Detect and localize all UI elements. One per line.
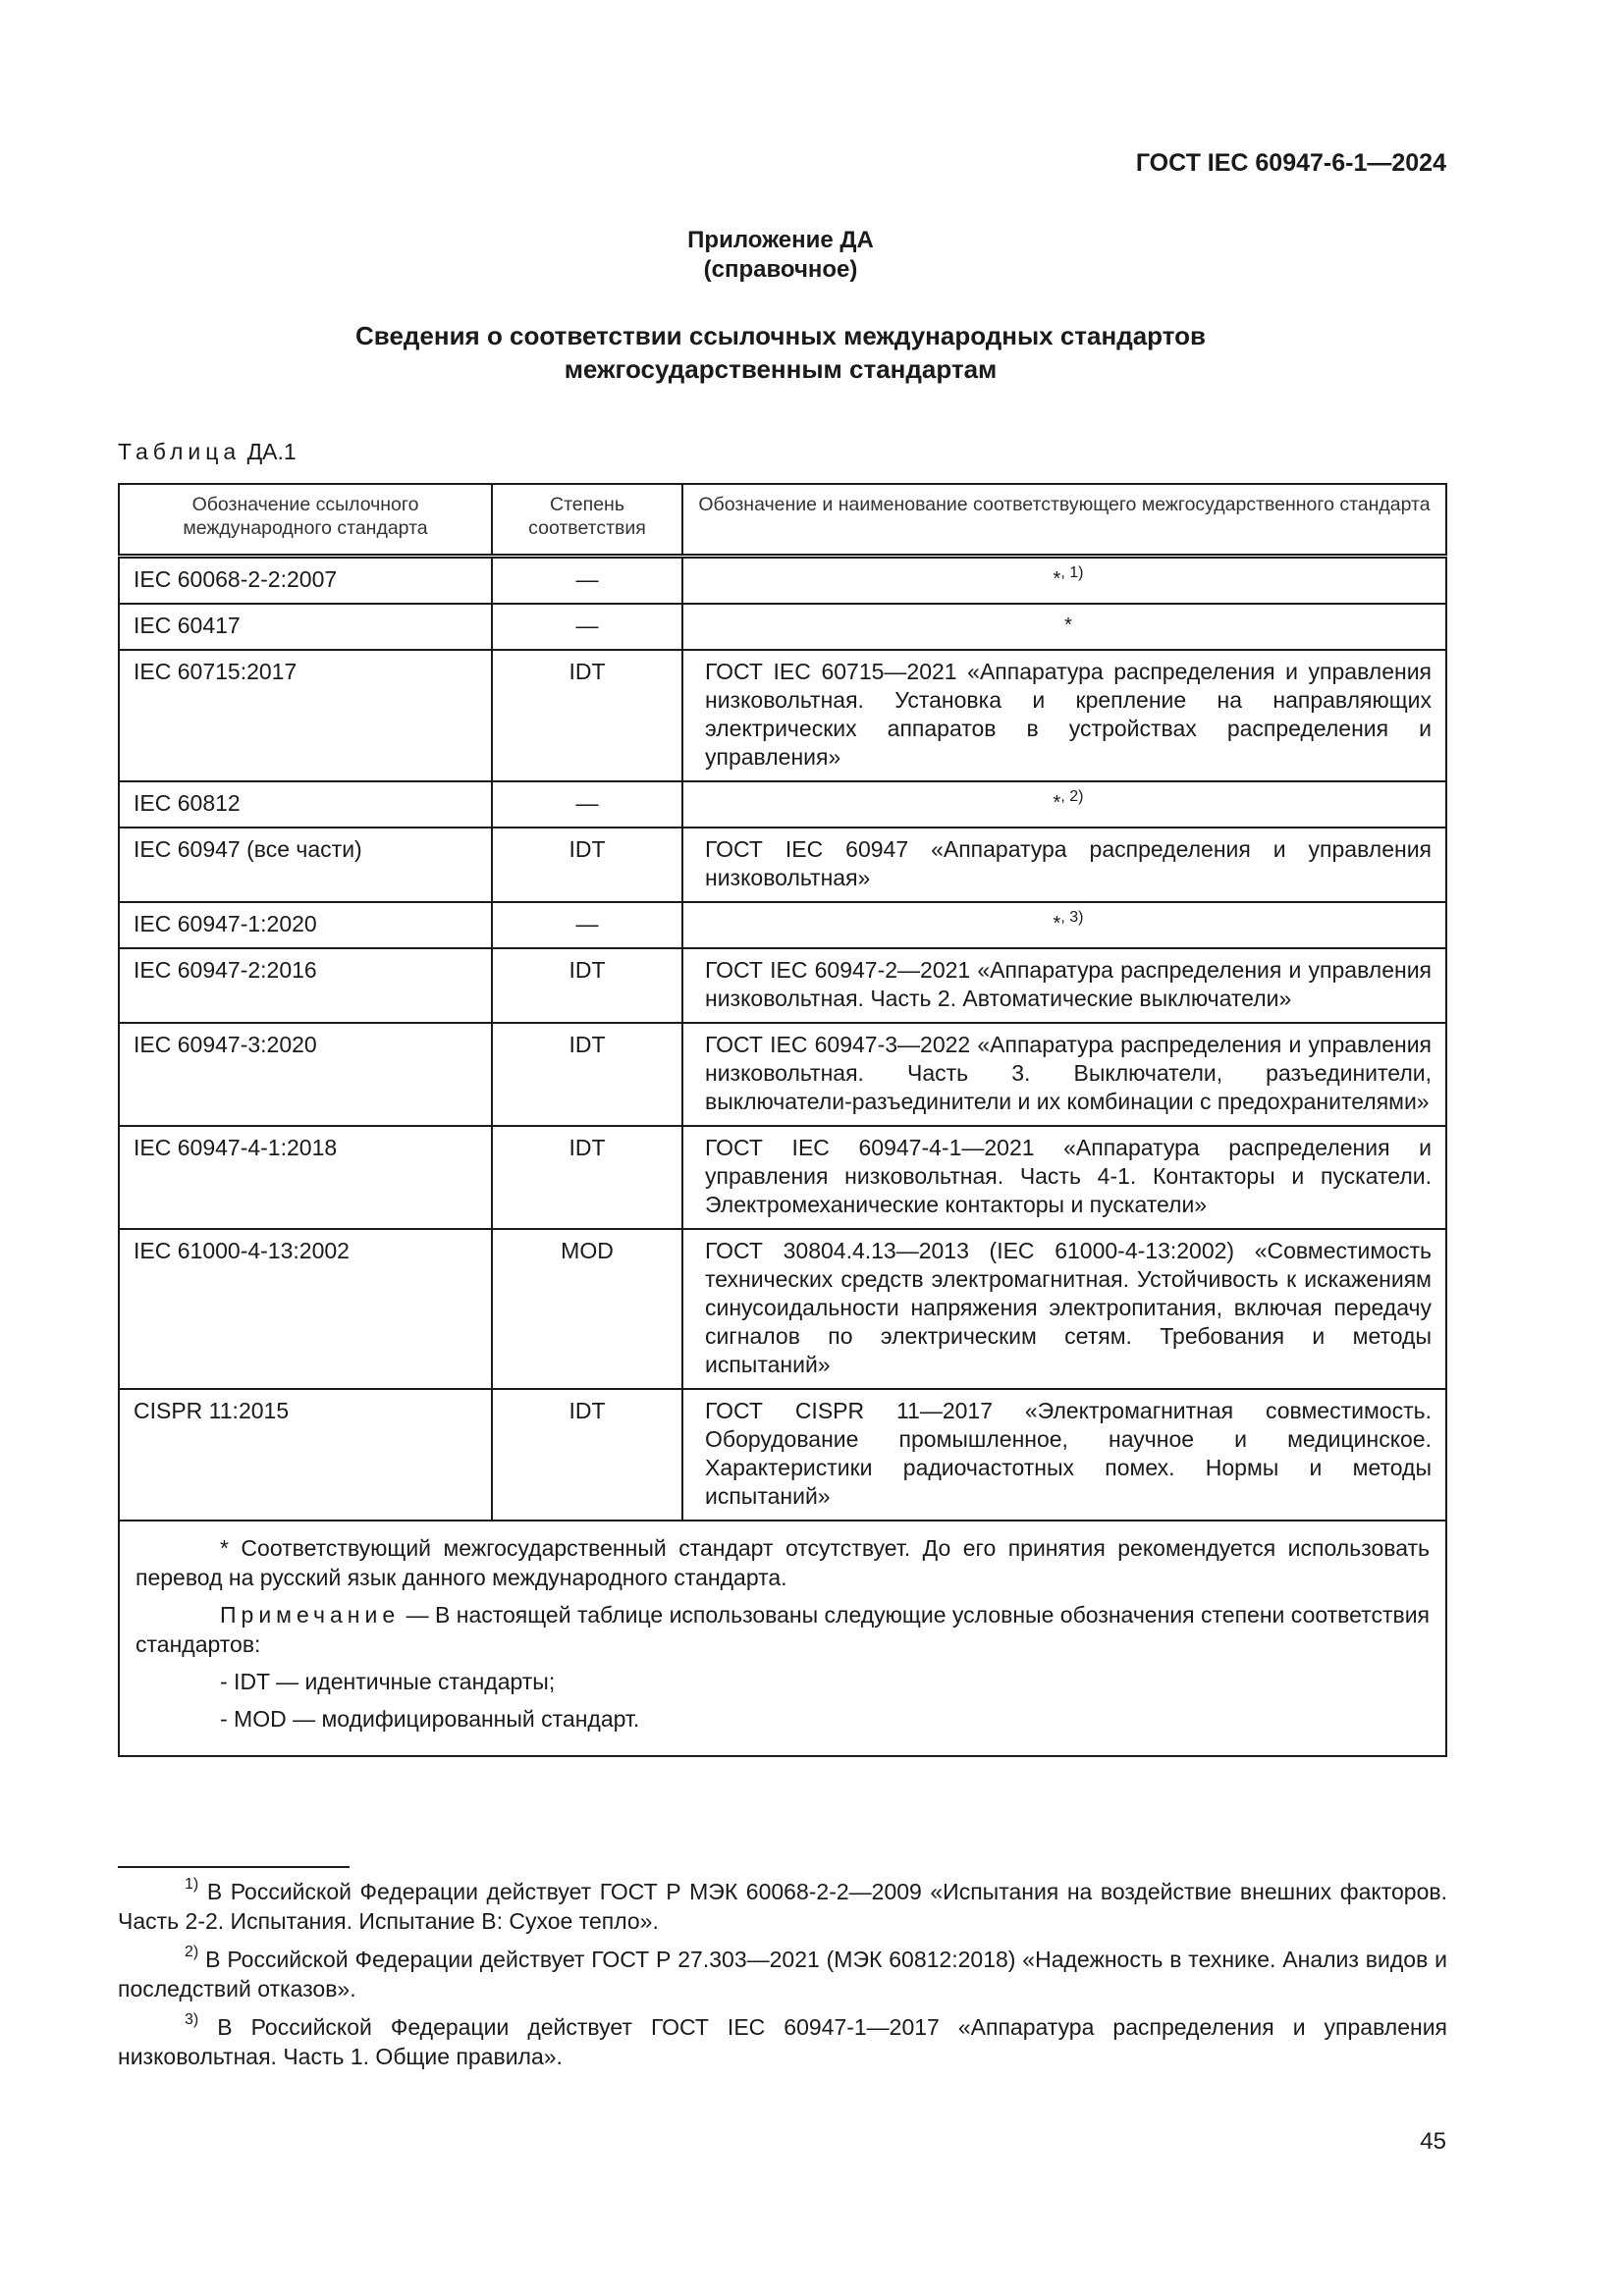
section-title	[0, 319, 1561, 386]
star-mark: *	[1053, 568, 1061, 590]
section-title-line-1: Сведения о соответствии ссылочных международных стандартов	[355, 321, 1206, 350]
cell-degree: IDT	[492, 1389, 682, 1521]
cell-name	[682, 781, 1446, 828]
table-notes-row	[119, 1521, 1446, 1756]
table-row	[119, 781, 1446, 828]
footnote-ref: , 1)	[1060, 564, 1084, 581]
cell-ref: IEC 60417	[119, 604, 492, 650]
cell-ref: IEC 60812	[119, 781, 492, 828]
cell-degree: IDT	[492, 948, 682, 1023]
cell-ref: IEC 61000-4-13:2002	[119, 1229, 492, 1389]
star-mark: *	[1053, 792, 1061, 814]
table-row	[119, 1389, 1446, 1521]
cell-ref: IEC 60947-2:2016	[119, 948, 492, 1023]
footnotes	[118, 1877, 1447, 2080]
footnote-text: В Российской Федерации действует ГОСТ IEC 60947-1—2017 «Аппаратура распределения и управления низковольтная. Часть 1. Общие правила».	[118, 2014, 1447, 2069]
annex-heading	[0, 226, 1561, 285]
table-row	[119, 948, 1446, 1023]
cell-degree: —	[492, 902, 682, 948]
table-caption-number: ДА.1	[246, 439, 297, 464]
document-code: ГОСТ IEC 60947-6-1—2024	[1135, 149, 1446, 177]
note-text: — В настоящей таблице использованы следующие условные обозначения степени соответствия стандартов:	[135, 1602, 1430, 1657]
cell-name: ГОСТ IEC 60947-4-1—2021 «Аппаратура распределения и управления низковольтная. Часть 4-1. Контакторы и пускатели. Электромеханические контакторы и пускатели»	[682, 1126, 1446, 1229]
table-row	[119, 1023, 1446, 1126]
footnote-text: В Российской Федерации действует ГОСТ Р МЭК 60068-2-2—2009 «Испытания на воздействие внешних факторов. Часть 2-2. Испытания. Испытание B: Сухое тепло».	[118, 1879, 1448, 1934]
footnote-mark: 1)	[185, 1876, 199, 1893]
footnote-ref: , 3)	[1060, 909, 1084, 926]
cell-ref: CISPR 11:2015	[119, 1389, 492, 1521]
footnote-2	[118, 1945, 1447, 2003]
footnote-mark: 3)	[185, 2011, 199, 2028]
header-ref-standard: Обозначение ссылочного международного стандарта	[119, 484, 492, 557]
table-row	[119, 557, 1446, 605]
star-footnote: * Соответствующий межгосударственный стандарт отсутствует. До его принятия рекомендуется использовать перевод на русский язык данного международного стандарта.	[135, 1535, 1430, 1590]
table-caption	[118, 439, 297, 465]
cell-ref: IEC 60068-2-2:2007	[119, 557, 492, 605]
table-row	[119, 1229, 1446, 1389]
table-row	[119, 1126, 1446, 1229]
cell-name: ГОСТ 30804.4.13—2013 (IEC 61000-4-13:2002) «Совместимость технических средств электромагнитная. Устойчивость к искажениям синусоидальности напряжения электропитания, включая передачу сигналов по электрическим сетям. Требования и методы испытаний»	[682, 1229, 1446, 1389]
cell-name	[682, 557, 1446, 605]
legend-item-idt: - IDT — идентичные стандарты;	[220, 1669, 556, 1694]
footnote-ref: , 2)	[1060, 788, 1084, 805]
table-notes	[119, 1521, 1446, 1756]
legend-item-mod: - MOD — модифицированный стандарт.	[220, 1706, 640, 1732]
cell-degree: IDT	[492, 650, 682, 781]
cell-degree: —	[492, 781, 682, 828]
footnote-3	[118, 2012, 1447, 2071]
cell-ref: IEC 60947-1:2020	[119, 902, 492, 948]
annex-subtitle: (справочное)	[703, 256, 858, 283]
cell-degree: IDT	[492, 828, 682, 902]
cell-ref: IEC 60947 (все части)	[119, 828, 492, 902]
table-row	[119, 604, 1446, 650]
annex-title: Приложение ДА	[687, 227, 874, 253]
standards-table	[118, 483, 1447, 1757]
cell-degree: —	[492, 604, 682, 650]
table-row	[119, 650, 1446, 781]
cell-name: ГОСТ IEC 60715—2021 «Аппаратура распределения и управления низковольтная. Установка и крепление на направляющих электрических аппаратов в устройствах распределения и управления»	[682, 650, 1446, 781]
cell-name	[682, 604, 1446, 650]
footnote-mark: 2)	[185, 1944, 199, 1960]
section-title-line-2: межгосударственным стандартам	[564, 354, 998, 384]
table-caption-word: Таблица	[118, 439, 242, 464]
cell-degree: IDT	[492, 1126, 682, 1229]
table-header-row	[119, 484, 1446, 557]
footnote-1	[118, 1877, 1447, 1936]
cell-degree: IDT	[492, 1023, 682, 1126]
cell-degree: —	[492, 557, 682, 605]
cell-name	[682, 902, 1446, 948]
cell-ref: IEC 60715:2017	[119, 650, 492, 781]
header-interstate-standard: Обозначение и наименование соответствующего межгосударственного стандарта	[682, 484, 1446, 557]
cell-name: ГОСТ CISPR 11—2017 «Электромагнитная совместимость. Оборудование промышленное, научное и медицинское. Характеристики радиочастотных помех. Нормы и методы испытаний»	[682, 1389, 1446, 1521]
cell-degree: MOD	[492, 1229, 682, 1389]
cell-name: ГОСТ IEC 60947-2—2021 «Аппаратура распределения и управления низковольтная. Часть 2. Автоматические выключатели»	[682, 948, 1446, 1023]
star-mark: *	[1053, 913, 1061, 934]
table-row	[119, 902, 1446, 948]
header-degree: Степень соответствия	[492, 484, 682, 557]
page-number: 45	[1420, 2128, 1446, 2155]
table-note	[135, 1600, 1430, 1659]
note-label: Примечание	[220, 1602, 401, 1628]
star-mark: *	[1064, 614, 1072, 636]
cell-name: ГОСТ IEC 60947-3—2022 «Аппаратура распределения и управления низковольтная. Часть 3. Выключатели, разъединители, выключатели-разъединители и их комбинации с предохранителями»	[682, 1023, 1446, 1126]
cell-ref: IEC 60947-3:2020	[119, 1023, 492, 1126]
footnote-separator	[118, 1866, 350, 1868]
footnote-text: В Российской Федерации действует ГОСТ Р 27.303—2021 (МЭК 60812:2018) «Надежность в технике. Анализ видов и последствий отказов».	[118, 1947, 1448, 2002]
table-row	[119, 828, 1446, 902]
cell-ref: IEC 60947-4-1:2018	[119, 1126, 492, 1229]
cell-name: ГОСТ IEC 60947 «Аппаратура распределения и управления низковольтная»	[682, 828, 1446, 902]
